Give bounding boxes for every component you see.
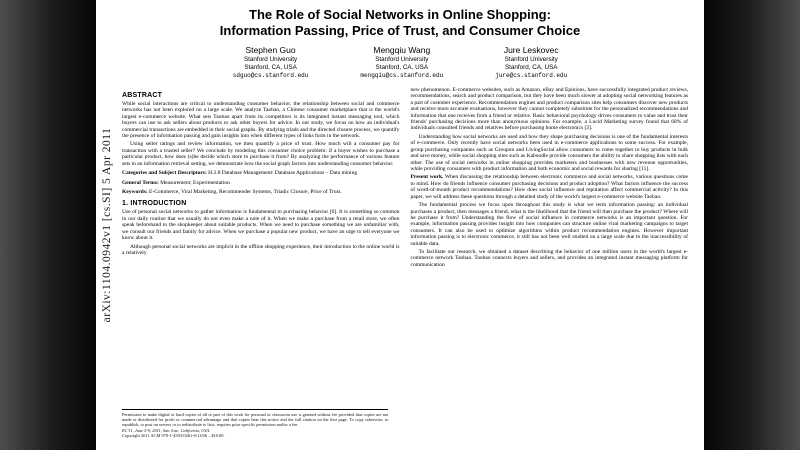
author-affiliation: Stanford University (504, 55, 558, 63)
body-columns (96, 80, 704, 438)
body-paragraph: Understanding how social networks are used and how they shape purchasing decisions is one of the fundamental interests of e-commerce. Only recently have social networks been used in e-commerce applications to some success. For example, group purchasing companies such as Groupon and LivingSocial allow consumers to come together to buy products in bulk and save money, while social shopping sites such as Kaboodle provide consumers the ability to share shopping lists with each other. The use of social networks in online shopping provides marketers and businesses with new revenue opportunities, while providing consumers with product information and both economic and social rewards for sharing [11]. (410, 133, 688, 172)
paper-title-line1: The Role of Social Networks in Online Shopping: (249, 7, 551, 22)
author-location: Stanford, CA, USA (504, 63, 558, 71)
authors-row (96, 45, 704, 80)
intro-paragraph: Although personal social networks are implicit in the offline shopping experience, their introduction to the online world is a relatively (122, 243, 400, 256)
author-affiliation: Stanford University (375, 55, 429, 63)
keywords-text: E-Commerce, Viral Marketing, Recommender Systems, Triadic Closure, Price of Trust. (147, 188, 342, 195)
background-left (0, 0, 96, 450)
footnote-conference: EC'11, June 5-9, 2011, San Jose, California, USA. (122, 427, 211, 433)
footnote-permission: Permission to make digital or hard copies of all or part of this work for personal or classroom use is granted without fee provided that copies are not made or distributed for profit or commercial advantage and that copies bear this notice and the full citation on the first page. To copy otherwise, to republish, to post on servers or to redistribute to lists, requires prior specific permission and/or a fee. (122, 411, 389, 428)
categories-text: H.2.8 Database Management: Database Applications – Data mining (206, 170, 358, 177)
body-paragraph: The fundamental process we focus upon throughout this study is what we term information passing: an individual purchases a product, then messages a friend, what is the likelihood that the friend will then purchase the product? Where will he purchase it from? Understanding the flow of social influence in commerce networks is an important question. For example, information passing provides insight into how companies can structure online viral marketing campaigns to target consumers. It can also be used to optimize algorithms within product recommendation engines. However important information passing is to electronic commerce, it still has not been well studied on a large scale due to the inaccessibility of suitable data. (410, 202, 688, 247)
general-terms-line (122, 180, 400, 186)
paper-page (96, 0, 704, 450)
author-affiliation: Stanford University (243, 55, 298, 63)
general-terms-label: General Terms: (122, 179, 159, 186)
body-paragraph: To facilitate our research, we obtained a dataset describing the behavior of one million users in the world's largest e-commerce network Taobao. Taobao connects buyers and sellers, and provides an integrated instant messaging platform for communication (410, 249, 688, 268)
author-email: mengqiu@cs.stanford.edu (360, 71, 444, 79)
keywords-line (122, 189, 400, 195)
author-email: sdguo@cs.stanford.edu (232, 71, 309, 79)
author-name: Stephen Guo (245, 45, 296, 56)
intro-paragraph: Use of personal social networks to gather information is fundamental to purchasing behavior [6]. It is something so common in our daily routine that we usually do not even make a note of it. When we make a purchase from a retail store, we often speak beforehand to the shopkeeper about suitable products. When we need to purchase something we are unfamiliar with, we consult our friends and family for advice. When we purchase a popular new product, we have an urge to tell everyone we know about it. (122, 209, 400, 242)
present-work-text: When discussing the relationship between electronic commerce and social networks, various questions come to mind. How do friends influence consumer purchasing decisions and product adoption? What factors influence the success of word-of-mouth product recommendations? How does social influence and reputation affect commercial activity? In this paper, we will address these questions through a detailed study of the world's largest e-commerce website Taobao. (410, 174, 689, 200)
introduction-heading: 1. INTRODUCTION (122, 200, 187, 208)
left-column (122, 87, 400, 438)
paper-title (96, 7, 704, 38)
author-block (360, 45, 443, 80)
abstract-paragraph: Using seller ratings and review information, we then quantify a price of trust. How much will a consumer pay for transaction with a trusted seller? We conclude by modeling this consumer choice problem: if a buyer wishes to purchase a particular product, how does (s)he decide which store to purchase it from? By analyzing the performance of various feature sets in an information retrieval setting, we demonstrate how the social graph factors into understanding consumer behavior. (122, 141, 400, 167)
right-column (411, 87, 689, 438)
author-email: jure@cs.stanford.edu (495, 71, 568, 79)
body-paragraph: new phenomenon. E-commerce websites, such as Amazon, eBay and Epinions, have successfully integrated product reviews, recommendations, search and product comparison, but they have been much slower at adopting social networking features as a part of customer experience. Recommendation engines and product comparison sites help consumers discover new products and receive more accurate evaluations, however they cannot completely substitute for the personalized recommendations and information that one receives from a friend or relative. Basic behavioral psychology drives consumers to value and trust their friends' purchasing decisions more than anonymous opinions. For example, a Lucid Marketing survey found that 68% of individuals consulted friends and relatives before purchasing home electronics [3]. (410, 86, 688, 132)
background-right (704, 0, 800, 450)
author-name: Jure Leskovec (503, 45, 559, 56)
categories-label: Categories and Subject Descriptors: (122, 170, 207, 177)
general-terms-text: Measurement; Experimentation (158, 179, 230, 186)
copyright-footnote (122, 409, 388, 438)
author-block (495, 45, 567, 80)
abstract-paragraph: While social interactions are critical to understanding consumer behavior, the relationship between social and commerce networks has not been explored on a large scale. We analyze Taobao, a Chinese consumer marketplace that is the world's largest e-commerce website. What sets Taobao apart from its competitors is its integrated instant messaging tool, which buyers can use to ask sellers about products or ask other buyers for advice. In our study, we focus on how an individual's commercial transactions are embedded in their social graphs. By studying triads and the directed closure process, we quantify the presence of information passing and gain insights into when different types of links form in the network. (122, 100, 400, 140)
author-location: Stanford, CA, USA (375, 63, 429, 71)
arxiv-stamp: arXiv:1104.0942v1 [cs.SI] 5 Apr 2011 (101, 127, 113, 323)
author-location: Stanford, CA, USA (244, 63, 297, 71)
categories-line (122, 170, 400, 176)
author-block (233, 45, 309, 80)
paper-title-line2: Information Passing, Price of Trust, and Consumer Choice (219, 22, 581, 38)
abstract-heading: ABSTRACT (122, 91, 163, 99)
footnote-copyright: Copyright 2011 ACM 978-1-4503-0261-6/11/06 ...$10.00. (122, 432, 225, 438)
present-work-paragraph (411, 174, 689, 200)
present-work-label: Present work. (410, 174, 444, 181)
keywords-label: Keywords: (122, 188, 148, 195)
author-name: Mengqiu Wang (373, 45, 431, 56)
